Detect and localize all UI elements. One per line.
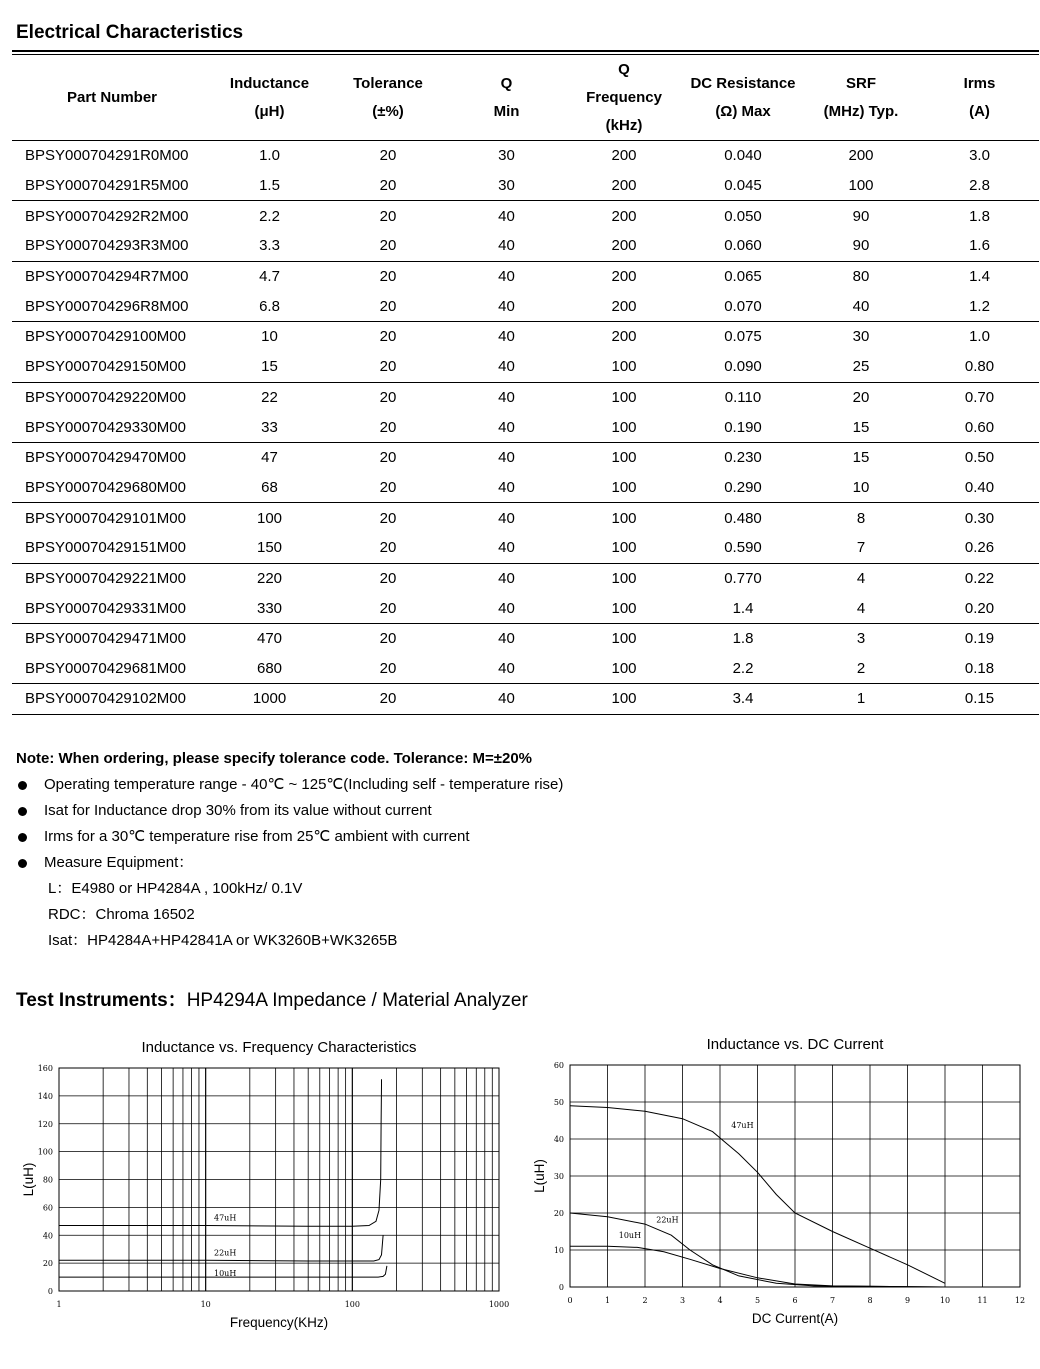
series-line: [381, 1079, 382, 1179]
y-tick-label: 10: [553, 1246, 564, 1255]
equipment-item: L：E4980 or HP4284A , 100kHz/ 0.1V: [48, 880, 303, 897]
x-tick-label: 100: [344, 1300, 360, 1309]
table-cell: 100: [611, 449, 637, 467]
table-row: [12, 473, 1039, 503]
column-header-text: (±%): [372, 103, 404, 120]
table-cell: 2.8: [920, 171, 1039, 201]
table-cell: 200: [564, 231, 684, 261]
y-tick-label: 40: [553, 1135, 564, 1144]
table-cell: 0.480: [724, 509, 762, 527]
notes-bullet-list: [16, 772, 563, 876]
ordering-note: Note: When ordering, please specify tolerance code. Tolerance: M=±20%: [16, 750, 533, 767]
table-cell: 20: [327, 291, 449, 321]
table-row: [12, 141, 1039, 171]
table-row: [12, 382, 1039, 412]
table-cell: 1.4: [969, 268, 990, 286]
column-header-text: Inductance: [229, 75, 310, 92]
table-row: [12, 654, 1039, 684]
table-cell: 100: [564, 533, 684, 563]
column-header-text: (A): [969, 103, 990, 120]
table-cell: 20: [379, 509, 397, 527]
table-row: [12, 593, 1039, 623]
table-cell: 0.40: [920, 473, 1039, 503]
table-cell: 40: [498, 207, 515, 225]
table-cell: 0.590: [684, 533, 802, 563]
table-cell: 100: [564, 412, 684, 442]
table-cell: 20: [379, 630, 397, 648]
table-cell: 200: [611, 268, 637, 286]
part-number-cell: BPSY000704291R5M00: [12, 171, 212, 201]
table-cell: 15: [802, 412, 920, 442]
title-rule: [12, 50, 1039, 52]
table-row: [12, 533, 1039, 563]
table-row: [12, 503, 1039, 533]
table-cell: 200: [564, 291, 684, 321]
x-tick-label: 5: [754, 1296, 761, 1305]
table-cell: 0.80: [920, 352, 1039, 382]
column-header-text: Part Number: [66, 89, 158, 106]
part-number-cell: BPSY00070429101M00: [25, 509, 186, 527]
table-cell: 0.090: [684, 352, 802, 382]
table-header-row: [12, 56, 1039, 141]
table-row: [12, 231, 1039, 261]
column-header-text: (μH): [254, 103, 285, 120]
table-cell: 2: [802, 654, 920, 684]
table-cell: 20: [379, 388, 397, 406]
section-title-test-instruments: [16, 985, 528, 1012]
column-header: [802, 56, 920, 141]
y-tick-label: 140: [37, 1091, 53, 1101]
x-tick-label: 2: [642, 1296, 648, 1305]
table-cell: 0.065: [724, 268, 762, 286]
table-cell: 30: [449, 171, 564, 201]
table-cell: 30: [498, 147, 515, 165]
table-cell: 100: [256, 509, 283, 527]
part-number-cell: BPSY00070429100M00: [25, 328, 186, 346]
x-tick-label: 8: [867, 1296, 873, 1305]
table-cell: 200: [611, 328, 637, 346]
table-cell: 40: [449, 684, 564, 714]
table-cell: 20: [327, 473, 449, 503]
table-cell: 2.2: [259, 207, 280, 225]
table-cell: 1.8: [732, 630, 754, 648]
table-cell: 0.30: [964, 509, 995, 527]
table-cell: 0.190: [684, 412, 802, 442]
table-cell: 90: [802, 231, 920, 261]
table-cell: 4: [856, 569, 866, 587]
table-cell: 20: [327, 654, 449, 684]
series-label-47uh: 47uH: [214, 1213, 237, 1223]
part-number-cell: BPSY00070429470M00: [25, 449, 186, 467]
table-cell: 30: [852, 328, 870, 346]
column-header: [212, 56, 327, 141]
table-cell: 10: [802, 473, 920, 503]
column-header-text: Frequency: [586, 89, 662, 106]
table-cell: 6.8: [212, 291, 327, 321]
x-tick-label: 4: [717, 1296, 723, 1305]
y-tick-label: 120: [37, 1119, 53, 1129]
table-cell: 330: [212, 593, 327, 623]
table-cell: 0.060: [684, 231, 802, 261]
part-number-cell: BPSY00070429680M00: [12, 473, 212, 503]
column-header: [684, 56, 802, 141]
table-cell: 100: [564, 684, 684, 714]
chart-title: Inductance vs. DC Current: [706, 1036, 884, 1053]
table-cell: 40: [449, 291, 564, 321]
x-tick-label: 11: [977, 1296, 988, 1305]
y-axis-label: L(uH): [21, 1162, 36, 1197]
electrical-characteristics-table: [12, 56, 1039, 715]
table-cell: 40: [449, 473, 564, 503]
table-cell: 40: [498, 268, 515, 286]
table-cell: 20: [327, 684, 449, 714]
column-header-text: SRF: [846, 75, 876, 92]
y-tick-label: 100: [37, 1147, 53, 1157]
table-cell: 40: [449, 412, 564, 442]
table-cell: 1: [802, 684, 920, 714]
table-cell: 40: [802, 291, 920, 321]
column-header-text: Q: [618, 61, 630, 78]
table-cell: 100: [564, 473, 684, 503]
x-tick-label: 1: [56, 1300, 62, 1309]
column-header-text: Irms: [963, 75, 996, 92]
table-cell: 3: [856, 630, 866, 648]
part-number-cell: BPSY00070429681M00: [12, 654, 212, 684]
table-cell: 40: [498, 388, 515, 406]
table-cell: 33: [212, 412, 327, 442]
table-row: [12, 171, 1039, 201]
column-header-text: Min: [493, 103, 520, 120]
series-label-47uh: 47uH: [731, 1120, 754, 1130]
y-tick-label: 60: [42, 1203, 53, 1213]
table-cell: 220: [256, 569, 283, 587]
x-tick-label: 7: [829, 1296, 836, 1305]
note-bullet: Operating temperature range - 40℃ ~ 125℃(Including self - temperature rise): [16, 772, 563, 798]
table-cell: 40: [449, 593, 564, 623]
x-axis-label: Frequency(KHz): [229, 1315, 329, 1330]
table-cell: 80: [852, 268, 870, 286]
table-cell: 20: [379, 449, 397, 467]
inductance-vs-dc-current-chart: [520, 1030, 1040, 1350]
table-cell: 8: [856, 509, 866, 527]
table-cell: 1.8: [969, 207, 990, 225]
x-tick-label: 1: [604, 1296, 611, 1305]
y-tick-label: 30: [553, 1172, 564, 1181]
x-tick-label: 10: [939, 1296, 951, 1305]
column-header-text: (Ω) Max: [715, 103, 771, 120]
note-bullet: Irms for a 30℃ temperature rise from 25℃ ambient with current: [16, 824, 563, 850]
series-label-22uh: 22uH: [214, 1248, 237, 1258]
column-header: [564, 56, 684, 141]
table-cell: 40: [449, 231, 564, 261]
table-cell: 0.19: [964, 630, 995, 648]
table-row: [12, 412, 1039, 442]
table-cell: 1.2: [920, 291, 1039, 321]
series-label-22uh: 22uH: [656, 1215, 679, 1225]
column-header-text: (MHz) Typ.: [823, 103, 899, 120]
table-row: [12, 563, 1039, 593]
table-cell: 3.4: [684, 684, 802, 714]
equipment-item: Isat：HP4284A+HP42841A or WK3260B+WK3265B: [48, 932, 398, 949]
test-instruments-label: Test Instruments：: [16, 990, 187, 1011]
table-cell: 68: [212, 473, 327, 503]
table-cell: 2.2: [684, 654, 802, 684]
table-row: [12, 291, 1039, 321]
table-cell: 680: [212, 654, 327, 684]
table-cell: 3.3: [212, 231, 327, 261]
table-cell: 1.4: [684, 593, 802, 623]
table-cell: 0.070: [684, 291, 802, 321]
part-number-cell: BPSY00070429220M00: [25, 388, 186, 406]
part-number-cell: BPSY00070429221M00: [25, 569, 186, 587]
y-tick-label: 50: [553, 1098, 564, 1107]
table-cell: 4.7: [259, 268, 280, 286]
column-header-text: DC Resistance: [690, 75, 796, 92]
table-cell: 470: [256, 630, 283, 648]
table-cell: 1.0: [969, 328, 990, 346]
table-cell: 20: [327, 231, 449, 261]
part-number-cell: BPSY00070429150M00: [12, 352, 212, 382]
part-number-cell: BPSY00070429331M00: [12, 593, 212, 623]
table-cell: 0.290: [684, 473, 802, 503]
table-cell: 150: [212, 533, 327, 563]
table-cell: 1.6: [920, 231, 1039, 261]
column-header: [920, 56, 1039, 141]
table-cell: 20: [327, 352, 449, 382]
table-cell: 0.18: [920, 654, 1039, 684]
part-number-cell: BPSY00070429151M00: [12, 533, 212, 563]
column-header-text: Q: [500, 75, 513, 92]
table-cell: 20: [327, 412, 449, 442]
table-row: [12, 322, 1039, 352]
column-header: [12, 56, 212, 141]
column-header-text: (kHz): [605, 117, 643, 134]
test-instruments-value: HP4294A Impedance / Material Analyzer: [186, 990, 528, 1011]
y-axis-label: L(uH): [532, 1159, 547, 1193]
table-cell: 0.230: [724, 449, 762, 467]
table-cell: 0.110: [724, 388, 762, 406]
table-row: [12, 201, 1039, 231]
table-cell: 40: [449, 654, 564, 684]
table-cell: 15: [212, 352, 327, 382]
column-header: [449, 56, 564, 141]
column-header-text: Tolerance: [353, 75, 423, 92]
table-cell: 0.075: [724, 328, 762, 346]
table-cell: 200: [564, 171, 684, 201]
table-cell: 0.20: [920, 593, 1039, 623]
table-cell: 47: [261, 449, 278, 467]
table-cell: 0.26: [920, 533, 1039, 563]
part-number-cell: BPSY000704294R7M00: [25, 268, 189, 286]
table-cell: 7: [802, 533, 920, 563]
table-cell: 40: [498, 449, 515, 467]
chart-title: Inductance vs. Frequency Characteristics: [141, 1039, 417, 1056]
x-axis-label: DC Current(A): [751, 1311, 839, 1326]
y-tick-label: 20: [42, 1259, 53, 1269]
table-cell: 15: [852, 449, 870, 467]
notes-section: [16, 750, 563, 954]
table-cell: 100: [564, 352, 684, 382]
series-label-10uh: 10uH: [214, 1269, 237, 1279]
table-cell: 20: [327, 533, 449, 563]
table-cell: 0.045: [684, 171, 802, 201]
table-cell: 1.0: [259, 147, 280, 165]
title-rule-thin: [12, 54, 1039, 55]
table-cell: 20: [852, 388, 870, 406]
y-tick-label: 160: [37, 1064, 53, 1073]
table-cell: 0.040: [724, 147, 762, 165]
note-bullet: Measure Equipment：: [16, 850, 563, 876]
part-number-cell: BPSY000704292R2M00: [25, 207, 189, 225]
part-number-cell: BPSY000704291R0M00: [25, 147, 189, 165]
y-tick-label: 60: [553, 1061, 564, 1070]
table-cell: 20: [327, 593, 449, 623]
table-cell: 20: [379, 207, 397, 225]
table-cell: 100: [564, 654, 684, 684]
table-cell: 20: [379, 569, 397, 587]
table-cell: 40: [498, 509, 515, 527]
x-tick-label: 1000: [488, 1300, 510, 1309]
inductance-vs-frequency-chart: [0, 1030, 520, 1350]
part-number-cell: BPSY00070429102M00: [12, 684, 212, 714]
table-cell: 100: [611, 569, 637, 587]
section-title-electrical: Electrical Characteristics: [16, 22, 244, 43]
table-cell: 1.5: [212, 171, 327, 201]
part-number-cell: BPSY000704296R8M00: [12, 291, 212, 321]
table-cell: 25: [802, 352, 920, 382]
y-tick-label: 0: [47, 1287, 53, 1296]
table-cell: 200: [611, 207, 637, 225]
part-number-cell: BPSY00070429330M00: [12, 412, 212, 442]
x-tick-label: 12: [1014, 1296, 1026, 1305]
table-cell: 100: [611, 630, 637, 648]
table-cell: 20: [379, 328, 397, 346]
table-cell: 100: [611, 509, 637, 527]
table-cell: 100: [611, 388, 637, 406]
table-cell: 20: [379, 268, 397, 286]
table-cell: 40: [498, 630, 515, 648]
table-cell: 90: [852, 207, 870, 225]
table-cell: 20: [379, 147, 397, 165]
table-cell: 4: [802, 593, 920, 623]
x-tick-label: 0: [567, 1296, 573, 1305]
part-number-cell: BPSY000704293R3M00: [12, 231, 212, 261]
note-bullet: Isat for Inductance drop 30% from its value without current: [16, 798, 563, 824]
x-tick-label: 6: [792, 1296, 798, 1305]
y-tick-label: 0: [558, 1283, 564, 1292]
column-header: [327, 56, 449, 141]
table-cell: 40: [449, 352, 564, 382]
table-cell: 0.50: [964, 449, 995, 467]
table-cell: 100: [802, 171, 920, 201]
table-row: [12, 624, 1039, 654]
table-cell: 100: [564, 593, 684, 623]
table-cell: 0.15: [920, 684, 1039, 714]
x-tick-label: 10: [200, 1300, 211, 1309]
part-number-cell: BPSY00070429471M00: [25, 630, 186, 648]
table-cell: 10: [261, 328, 278, 346]
table-cell: 0.22: [964, 569, 995, 587]
table-cell: 0.050: [724, 207, 762, 225]
x-tick-label: 3: [679, 1296, 686, 1305]
table-cell: 20: [327, 171, 449, 201]
y-tick-label: 20: [553, 1209, 564, 1218]
table-cell: 0.770: [724, 569, 762, 587]
table-cell: 0.60: [920, 412, 1039, 442]
table-row: [12, 261, 1039, 291]
table-cell: 40: [449, 533, 564, 563]
table-cell: 200: [611, 147, 637, 165]
equipment-item: RDC：Chroma 16502: [48, 906, 195, 923]
y-tick-label: 40: [42, 1231, 53, 1241]
series-label-10uh: 10uH: [618, 1231, 642, 1241]
table-cell: 200: [848, 147, 874, 165]
table-row: [12, 684, 1039, 714]
table-cell: 22: [261, 388, 278, 406]
measure-equipment-list: [16, 876, 563, 954]
table-cell: 0.70: [964, 388, 995, 406]
table-row: [12, 442, 1039, 472]
y-tick-label: 80: [42, 1175, 53, 1185]
table-cell: 3.0: [969, 147, 990, 165]
table-cell: 40: [498, 328, 515, 346]
table-body: [12, 141, 1039, 715]
table-cell: 40: [498, 569, 515, 587]
table-cell: 1000: [212, 684, 327, 714]
table-row: [12, 352, 1039, 382]
x-tick-label: 9: [904, 1296, 911, 1305]
